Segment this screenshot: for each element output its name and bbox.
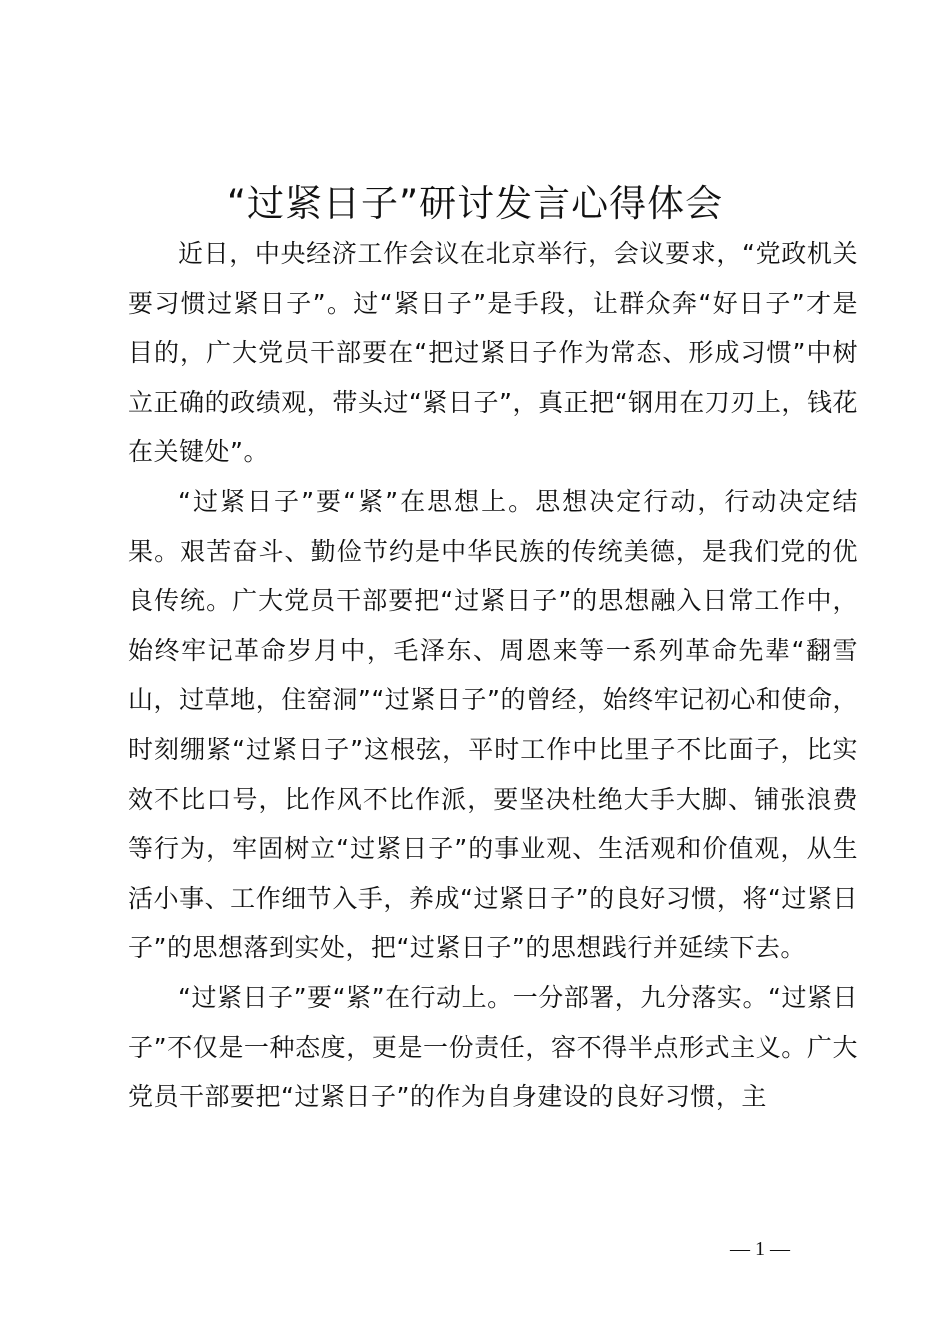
paragraph: “过紧日子”要“紧”在思想上。思想决定行动，行动决定结果。艰苦奋斗、勤俭节约是中华民族的传统美德，是我们党的优良传统。广大党员干部要把“过紧日子”的思想融入日常工作中，始终牢记革命岁月中，毛泽东、周恩来等一系列革命先辈“翻雪山，过草地，住窑洞”“过紧日子”的曾经，始终牢记初心和使命，时刻绷紧“过紧日子”这根弦，平时工作中比里子不比面子，比实效不比口号，比作风不比作派，要坚决杜绝大手大脚、铺张浪费等行为，牢固树立“过紧日子”的事业观、生活观和价值观，从生活小事、工作细节入手，养成“过紧日子”的良好习惯，将“过紧日子”的思想落到实处，把“过紧日子”的思想践行并延续下去。 [128,486,858,963]
document-title: “过紧日子”研讨发言心得体会 [226,182,724,225]
paragraph: “过紧日子”要“紧”在行动上。一分部署，九分落实。“过紧日子”不仅是一种态度，更是一份责任，容不得半点形式主义。广大党员干部要把“过紧日子”的作为自身建设的良好习惯，主 [128,982,858,1112]
document-body [128,229,858,1122]
page-number: — 1 — [730,1238,790,1260]
paragraph: 近日，中央经济工作会议在北京举行，会议要求，“党政机关要习惯过紧日子”。过“紧日子”是手段，让群众奔“好日子”才是目的，广大党员干部要在“把过紧日子作为常态、形成习惯”中树立正确的政绩观，带头过“紧日子”，真正把“钢用在刀刃上，钱花在关键处”。 [128,239,858,467]
